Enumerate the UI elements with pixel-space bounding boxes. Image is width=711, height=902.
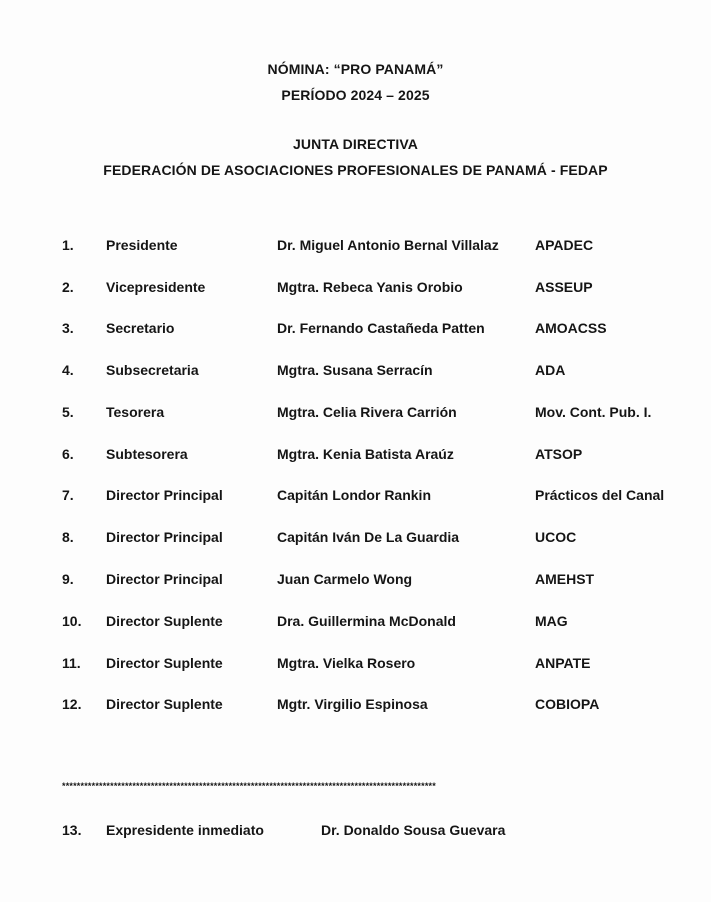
member-row xyxy=(0,571,711,591)
member-role: Vicepresidente xyxy=(106,279,206,295)
member-organization: ASSEUP xyxy=(535,279,593,295)
past-president-number: 13. xyxy=(62,822,82,838)
member-number: 12. xyxy=(62,696,82,712)
member-name: Mgtra. Rebeca Yanis Orobio xyxy=(277,279,463,295)
period-label: PERÍODO 2024 – 2025 xyxy=(281,87,430,103)
member-number: 6. xyxy=(62,446,74,462)
member-organization: ATSOP xyxy=(535,446,583,462)
member-organization: ADA xyxy=(535,362,566,378)
member-name: Juan Carmelo Wong xyxy=(277,571,413,587)
member-organization: COBIOPA xyxy=(535,696,600,712)
member-name: Dr. Miguel Antonio Bernal Villalaz xyxy=(277,237,499,253)
member-row xyxy=(0,237,711,257)
member-row xyxy=(0,529,711,549)
document-title: NÓMINA: “PRO PANAMÁ” xyxy=(267,61,444,77)
member-row xyxy=(0,279,711,299)
member-organization: AMOACSS xyxy=(535,320,607,336)
past-president-row xyxy=(0,822,711,842)
member-row xyxy=(0,446,711,466)
past-president-name: Dr. Donaldo Sousa Guevara xyxy=(321,822,506,838)
member-organization: MAG xyxy=(535,613,568,629)
member-organization: Mov. Cont. Pub. I. xyxy=(535,404,652,420)
member-row xyxy=(0,613,711,633)
member-row xyxy=(0,696,711,716)
federation-name: FEDERACIÓN DE ASOCIACIONES PROFESIONALES DE PANAMÁ - FEDAP xyxy=(103,162,608,178)
member-role: Director Principal xyxy=(106,529,223,545)
member-row xyxy=(0,655,711,675)
member-row xyxy=(0,487,711,507)
member-name: Mgtra. Celia Rivera Carrión xyxy=(277,404,457,420)
past-president-role: Expresidente inmediato xyxy=(106,822,264,838)
member-number: 11. xyxy=(62,655,81,671)
member-number: 5. xyxy=(62,404,74,420)
member-row xyxy=(0,404,711,424)
member-number: 10. xyxy=(62,613,82,629)
member-number: 7. xyxy=(62,487,74,503)
member-role: Director Principal xyxy=(106,571,223,587)
member-row xyxy=(0,320,711,340)
member-role: Presidente xyxy=(106,237,178,253)
member-number: 9. xyxy=(62,571,74,587)
member-number: 4. xyxy=(62,362,74,378)
member-name: Capitán Londor Rankin xyxy=(277,487,431,503)
member-role: Subsecretaria xyxy=(106,362,199,378)
member-role: Director Suplente xyxy=(106,655,223,671)
member-organization: Prácticos del Canal xyxy=(535,487,665,503)
member-number: 1. xyxy=(62,237,74,253)
member-role: Secretario xyxy=(106,320,175,336)
member-row xyxy=(0,362,711,382)
member-name: Capitán Iván De La Guardia xyxy=(277,529,460,545)
member-role: Tesorera xyxy=(106,404,165,420)
member-name: Dra. Guillermina McDonald xyxy=(277,613,456,629)
member-name: Mgtra. Susana Serracín xyxy=(277,362,433,378)
member-name: Mgtra. Kenia Batista Araúz xyxy=(277,446,454,462)
member-number: 8. xyxy=(62,529,74,545)
member-name: Mgtr. Virgilio Espinosa xyxy=(277,696,428,712)
member-organization: AMEHST xyxy=(535,571,595,587)
member-organization: APADEC xyxy=(535,237,594,253)
member-number: 3. xyxy=(62,320,74,336)
member-number: 2. xyxy=(62,279,74,295)
board-heading: JUNTA DIRECTIVA xyxy=(293,136,418,152)
member-name: Dr. Fernando Castañeda Patten xyxy=(277,320,485,336)
member-role: Director Suplente xyxy=(106,696,223,712)
asterisk-separator: ***************************************************************************************************** xyxy=(62,781,436,791)
member-organization: ANPATE xyxy=(535,655,591,671)
member-organization: UCOC xyxy=(535,529,577,545)
member-role: Director Principal xyxy=(106,487,223,503)
member-name: Mgtra. Vielka Rosero xyxy=(277,655,416,671)
member-role: Subtesorera xyxy=(106,446,188,462)
member-role: Director Suplente xyxy=(106,613,223,629)
